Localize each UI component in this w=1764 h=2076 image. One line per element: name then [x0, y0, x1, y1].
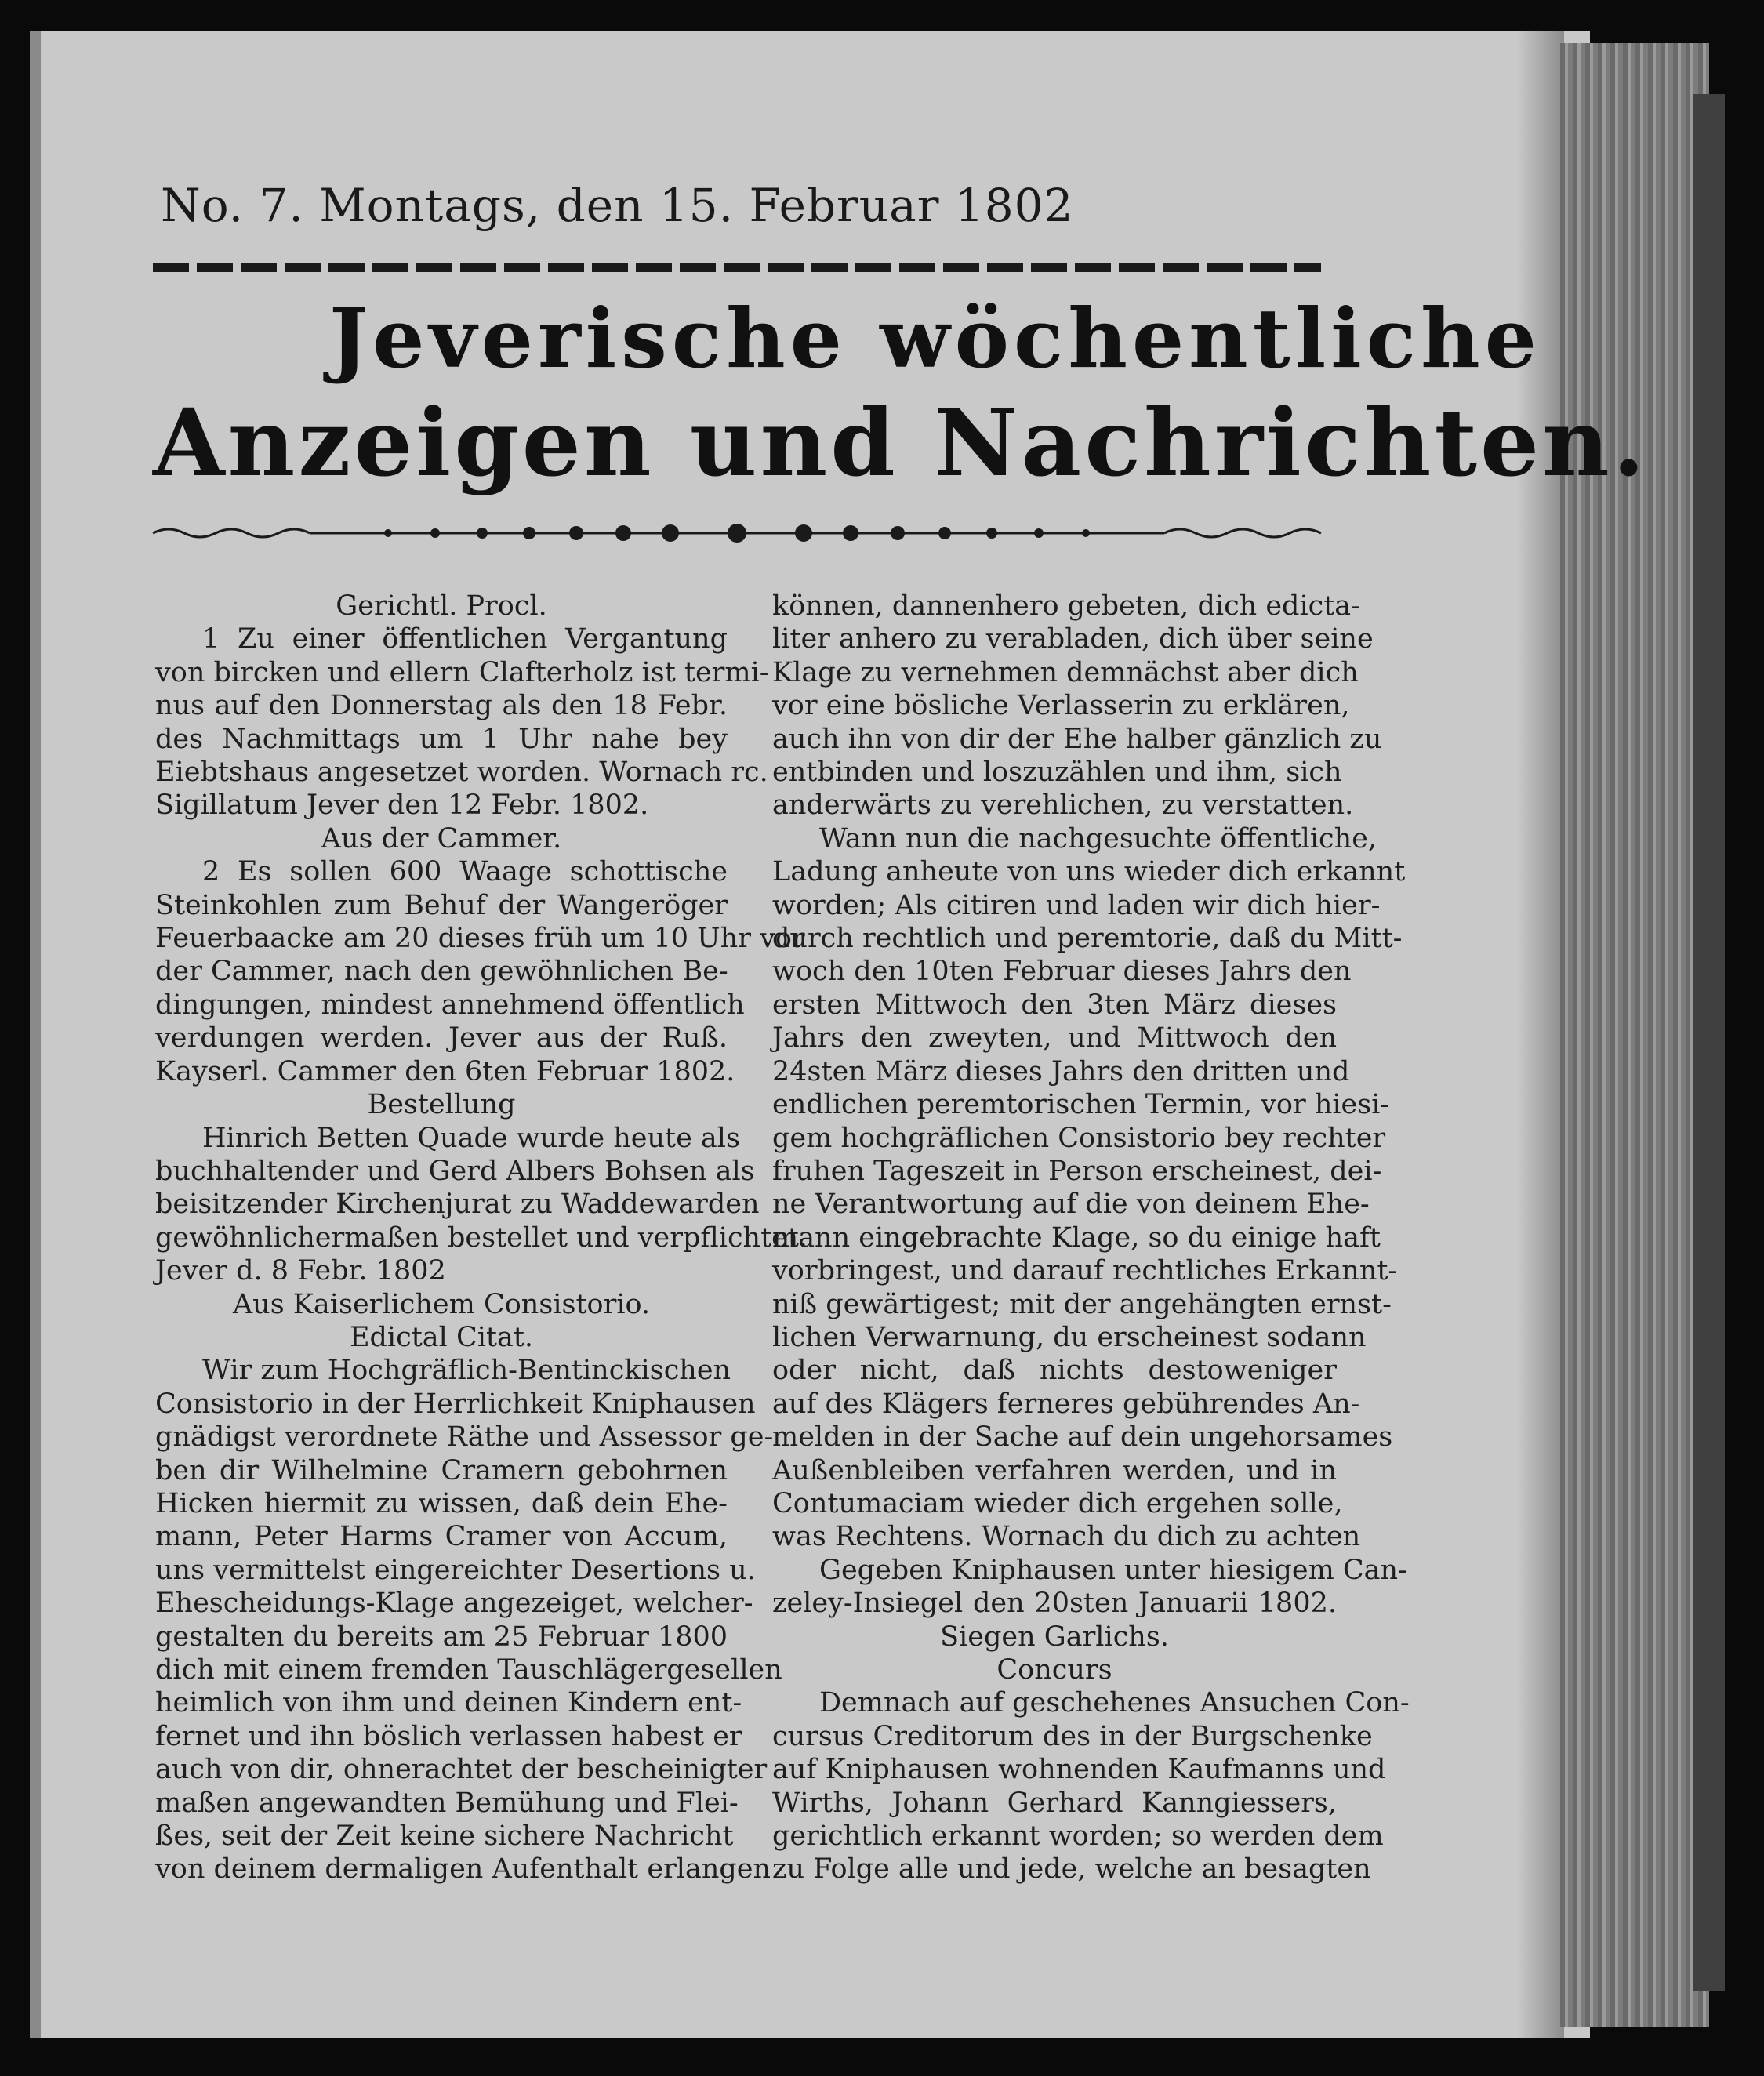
text-line: auf Kniphausen wohnenden Kaufmanns und [772, 1754, 1386, 1786]
text-line: 24sten März dieses Jahrs den dritten und [772, 1055, 1350, 1087]
text-line: ersten Mittwoch den 3ten März dieses [772, 989, 1337, 1021]
text-line: auf des Klägers ferneres gebührendes An- [772, 1388, 1360, 1420]
text-line: mann, Peter Harms Cramer von Accum, [155, 1521, 728, 1553]
text-line: Klage zu vernehmen demnächst aber dich [772, 656, 1359, 688]
newspaper-title-line-2: Anzeigen und Nachrichten. [153, 388, 1648, 497]
text-line: Außenbleiben verfahren werden, und in [772, 1454, 1337, 1486]
text-line: Kayserl. Cammer den 6ten Februar 1802. [155, 1055, 735, 1087]
text-line: mann eingebrachte Klage, so du einige haft [772, 1221, 1381, 1254]
masthead-rule [153, 263, 1321, 272]
text-line: melden in der Sache auf dein ungehorsames [772, 1421, 1393, 1454]
text-line: Gegeben Kniphausen unter hiesigem Can- [819, 1554, 1407, 1586]
text-line: uns vermittelst eingereichter Desertions u. [155, 1554, 756, 1586]
text-line: Steinkohlen zum Behuf der Wangeröger [155, 889, 728, 921]
text-line: Ehescheidungs-Klage angezeiget, welcher- [155, 1588, 753, 1620]
text-line: Gerichtl. Procl. [336, 590, 547, 622]
left-column [155, 590, 808, 1886]
text-line: endlichen peremtorischen Termin, vor hiesi- [772, 1089, 1390, 1121]
text-line: Jahrs den zweyten, und Mittwoch den [772, 1022, 1337, 1054]
text-line: Wann nun die nachgesuchte öffentliche, [819, 822, 1377, 855]
text-line: ben dir Wilhelmine Cramern gebohrnen [155, 1454, 728, 1486]
text-line: oder nicht, daß nichts destoweniger [772, 1355, 1337, 1387]
book-page-edges [1560, 43, 1709, 2027]
text-line: Eiebtshaus angesetzet worden. Wornach rc. [155, 757, 768, 789]
text-line: durch rechtlich und peremtorie, daß du Mitt- [772, 923, 1403, 955]
text-line: lichen Verwarnung, du erscheinest sodann [772, 1321, 1367, 1353]
text-line: entbinden und loszuzählen und ihm, sich [772, 757, 1342, 789]
text-line: buchhaltender und Gerd Albers Bohsen als [155, 1155, 755, 1187]
text-line: zeley-Insiegel den 20sten Januarii 1802. [772, 1588, 1337, 1620]
text-line: 2 Es sollen 600 Waage schottische [202, 856, 728, 888]
text-line: niß gewärtigest; mit der angehängten ernst- [772, 1288, 1392, 1320]
text-line: gestalten du bereits am 25 Februar 1800 [155, 1621, 728, 1653]
page-left-edge [30, 31, 41, 2038]
text-line: worden; Als citiren und laden wir dich hier- [772, 889, 1381, 921]
book-cover-edge [1693, 94, 1725, 1991]
text-line: dich mit einem fremden Tauschlägergesellen [155, 1654, 782, 1686]
right-column [772, 590, 1410, 1886]
text-line: Concurs [996, 1654, 1112, 1686]
text-line: Edictal Citat. [349, 1321, 534, 1353]
newspaper-title-line-1: Jeverische wöchentliche [329, 290, 1541, 387]
text-line: woch den 10ten Februar dieses Jahrs den [772, 956, 1352, 988]
text-line: zu Folge alle und jede, welche an besagten [772, 1853, 1371, 1885]
text-line: Demnach auf geschehenes Ansuchen Con- [819, 1687, 1410, 1719]
text-line: gewöhnlichermaßen bestellet und verpflichtet. [155, 1221, 808, 1254]
text-line: von bircken und ellern Clafterholz ist termi- [155, 656, 769, 688]
text-line: anderwärts zu verehlichen, zu verstatten. [772, 789, 1354, 822]
text-line: Jever d. 8 Febr. 1802 [155, 1255, 446, 1287]
text-line: Siegen Garlichs. [940, 1621, 1169, 1653]
text-line: heimlich von ihm und deinen Kindern ent- [155, 1687, 742, 1719]
text-line: von deinem dermaligen Aufenthalt erlangen [155, 1853, 771, 1885]
text-line: gerichtlich erkannt worden; so werden dem [772, 1820, 1384, 1853]
text-line: vor eine bösliche Verlasserin zu erklären, [772, 690, 1350, 722]
text-line: nus auf den Donnerstag als den 18 Febr. [155, 690, 728, 722]
ornamental-divider [153, 524, 1321, 543]
text-line: auch von dir, ohnerachtet der bescheinigter [155, 1754, 768, 1786]
text-line: cursus Creditorum des in der Burgschenke [772, 1720, 1373, 1752]
text-line: fernet und ihn böslich verlassen habest er [155, 1720, 742, 1752]
text-line: 1 Zu einer öffentlichen Vergantung [202, 623, 728, 655]
text-line: Feuerbaacke am 20 dieses früh um 10 Uhr vor [155, 923, 805, 955]
text-line: können, dannenhero gebeten, dich edicta- [772, 590, 1361, 622]
text-line: gem hochgräflichen Consistorio bey rechter [772, 1122, 1386, 1154]
text-line: Consistorio in der Herrlichkeit Kniphausen [155, 1388, 756, 1420]
text-line: Aus der Cammer. [321, 822, 562, 855]
text-line: Hicken hiermit zu wissen, daß dein Ehe- [155, 1487, 728, 1519]
text-line: liter anhero zu verabladen, dich über seine [772, 623, 1374, 655]
text-line: ßes, seit der Zeit keine sichere Nachricht [155, 1820, 734, 1853]
text-line: gnädigst verordnete Räthe und Assessor ge- [155, 1421, 774, 1454]
text-line: beisitzender Kirchenjurat zu Waddewarden [155, 1189, 760, 1221]
text-line: Hinrich Betten Quade wurde heute als [202, 1122, 740, 1154]
text-line: Aus Kaiserlichem Consistorio. [232, 1288, 651, 1320]
text-line: ne Verantwortung auf die von deinem Ehe- [772, 1189, 1370, 1221]
text-line: maßen angewandten Bemühung und Flei- [155, 1787, 739, 1819]
text-line: fruhen Tageszeit in Person erscheinest, dei- [772, 1155, 1382, 1187]
text-line: was Rechtens. Wornach du dich zu achten [772, 1521, 1361, 1553]
text-line: Bestellung [367, 1089, 516, 1121]
text-line: Wirths, Johann Gerhard Kanngiessers, [772, 1787, 1337, 1819]
text-line: der Cammer, nach den gewöhnlichen Be- [155, 956, 728, 988]
text-line: auch ihn von dir der Ehe halber gänzlich zu [772, 723, 1382, 755]
text-line: Ladung anheute von uns wieder dich erkannt [772, 856, 1406, 888]
text-line: des Nachmittags um 1 Uhr nahe bey [155, 723, 728, 755]
text-line: verdungen werden. Jever aus der Ruß. [155, 1022, 728, 1054]
issue-line: No. 7. Montags, den 15. Februar 1802 [161, 179, 1074, 232]
text-line: dingungen, mindest annehmend öffentlich [155, 989, 745, 1021]
text-line: Contumaciam wieder dich ergehen solle, [772, 1487, 1343, 1519]
text-line: Sigillatum Jever den 12 Febr. 1802. [155, 789, 649, 822]
text-line: Wir zum Hochgräflich-Bentinckischen [202, 1355, 731, 1387]
text-line: vorbringest, und darauf rechtliches Erkannt- [772, 1255, 1398, 1287]
